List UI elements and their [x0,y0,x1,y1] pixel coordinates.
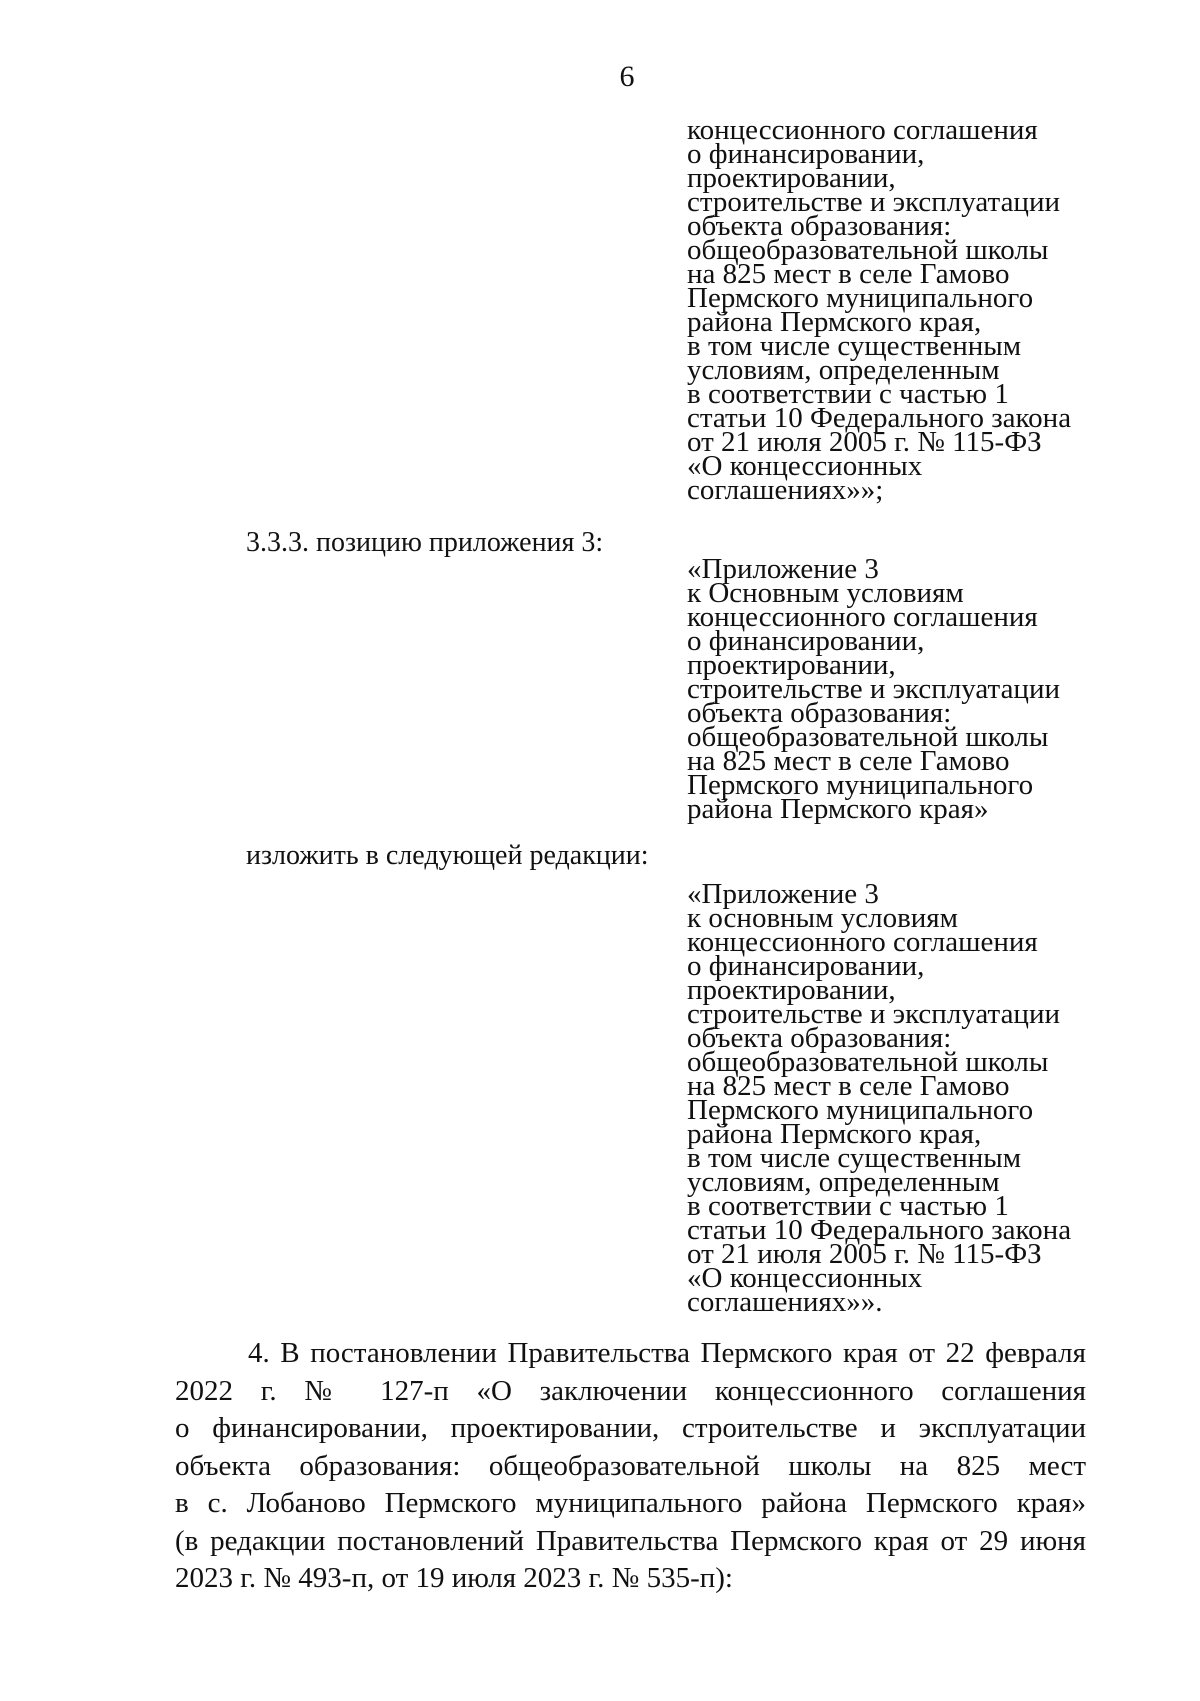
appendix-3-new-heading [687,878,1107,1318]
heading-line: к Основным условиям [687,577,964,609]
heading-line: общеобразовательной школы [687,234,1049,266]
heading-line: строительстве и эксплуатации [687,998,1060,1030]
restate-instruction: изложить в следующей редакции: [246,840,649,871]
paragraph-line: о финансировании, проектировании, строительстве и эксплуатации [175,1412,1086,1444]
heading-line: общеобразовательной школы [687,1046,1049,1078]
heading-line: общеобразовательной школы [687,721,1049,753]
heading-line: «Приложение 3 [687,878,879,910]
heading-line: в том числе существенным [687,1142,1022,1174]
heading-line: «О концессионных [687,450,923,482]
paragraph-line: 4. В постановлении Правительства Пермского края от 22 февраля [248,1337,1086,1369]
heading-line: концессионного соглашения [687,926,1038,958]
heading-line: проектировании, [687,649,896,681]
paragraph-line: (в редакции постановлений Правительства Пермского края от 29 июня [175,1524,1086,1557]
heading-line: объекта образования: [687,210,952,242]
heading-line: района Пермского края, [687,1118,982,1150]
heading-line: условиям, определенным [687,1166,1000,1198]
heading-line: от 21 июля 2005 г. № 115-ФЗ [687,426,1042,458]
paragraph-line: 2023 г. № 493-п, от 19 июля 2023 г. № 535-п): [175,1562,733,1594]
item-4-paragraph [175,1335,1086,1598]
heading-line: условиям, определенным [687,354,1000,386]
heading-line: района Пермского края, [687,306,982,338]
heading-line: о финансировании, [687,950,925,982]
heading-line: проектировании, [687,162,896,194]
heading-line: на 825 мест в селе Гамово [687,745,1010,777]
heading-line: статьи 10 Федерального закона [687,402,1072,434]
heading-line: соглашениях»». [687,1286,883,1318]
appendix-3-old-heading [687,553,1107,825]
heading-line: о финансировании, [687,138,925,170]
heading-line: объекта образования: [687,697,952,729]
paragraph-line: объекта образования: общеобразовательной школы на 825 мест [175,1449,1086,1482]
heading-line: от 21 июля 2005 г. № 115-ФЗ [687,1238,1042,1270]
heading-line: Пермского муниципального [687,282,1034,314]
heading-line: «О концессионных [687,1262,923,1294]
heading-line: объекта образования: [687,1022,952,1054]
heading-line: «Приложение 3 [687,553,879,585]
heading-line: в том числе существенным [687,330,1022,362]
heading-line: Пермского муниципального [687,1094,1034,1126]
heading-line: статьи 10 Федерального закона [687,1214,1072,1246]
heading-line: соглашениях»»; [687,474,884,506]
heading-line: концессионного соглашения [687,114,1038,146]
heading-line: на 825 мест в селе Гамово [687,258,1010,290]
item-3-3-3: 3.3.3. позицию приложения 3: [246,527,604,558]
heading-line: к основным условиям [687,902,958,934]
heading-line: Пермского муниципального [687,769,1034,801]
paragraph-line: в с. Лобаново Пермского муниципального района Пермского края» [175,1487,1086,1519]
page-number: 6 [619,60,635,93]
heading-line: о финансировании, [687,625,925,657]
appendix-heading-continued [687,114,1107,506]
heading-line: строительстве и эксплуатации [687,673,1060,705]
heading-line: района Пермского края» [687,793,989,825]
heading-line: в соответствии с частью 1 [687,378,1009,410]
heading-line: на 825 мест в селе Гамово [687,1070,1010,1102]
heading-line: концессионного соглашения [687,601,1038,633]
paragraph-line: 2022 г. № 127-п «О заключении концессионного соглашения [175,1374,1086,1407]
heading-line: проектировании, [687,974,896,1006]
heading-line: строительстве и эксплуатации [687,186,1060,218]
heading-line: в соответствии с частью 1 [687,1190,1009,1222]
